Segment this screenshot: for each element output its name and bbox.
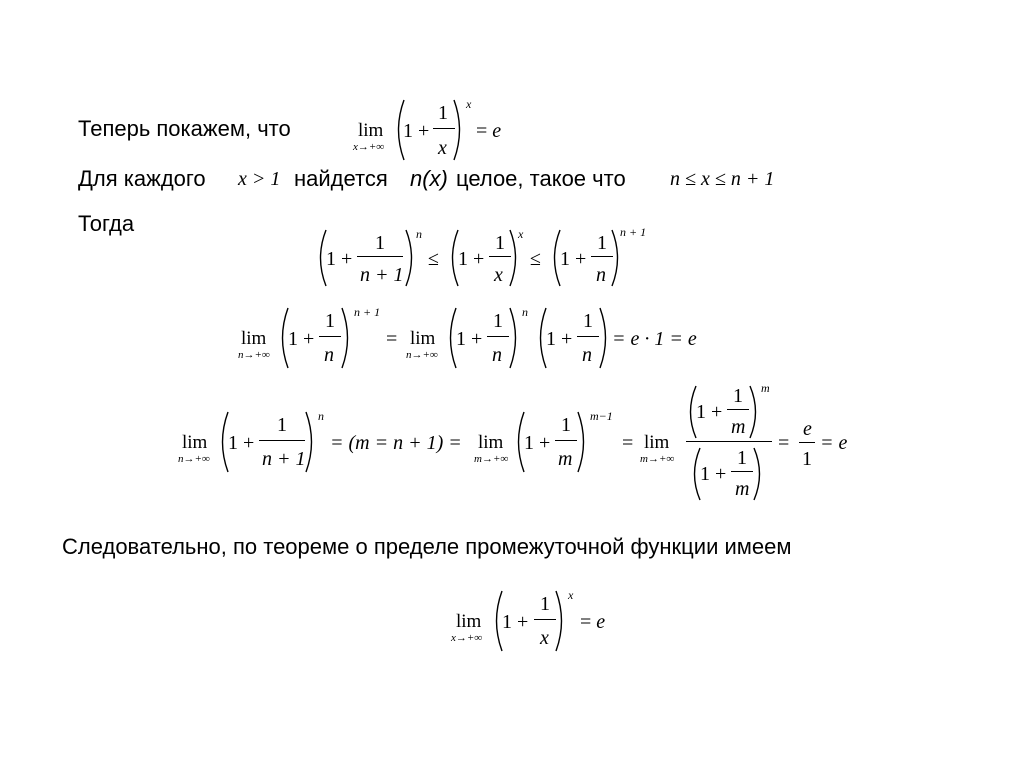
one-plus: 1 + <box>288 328 315 350</box>
exponent: x <box>518 227 524 241</box>
equals-e: = e <box>580 611 606 633</box>
right-paren <box>304 410 318 474</box>
frac-bar <box>727 409 749 410</box>
lim-label: lim <box>410 328 436 349</box>
frac-den: x <box>494 264 503 286</box>
frac-num: 1 <box>325 310 335 332</box>
frac-bar <box>799 442 815 443</box>
exponent: n <box>318 409 324 423</box>
one-plus: 1 + <box>696 401 723 423</box>
exponent: n + 1 <box>354 305 381 319</box>
frac-num: 1 <box>438 102 448 124</box>
frac-den: n <box>596 264 606 286</box>
leq-sign: ≤ <box>530 248 541 270</box>
frac-den: m <box>558 448 573 470</box>
lim-subscript: x→+∞ <box>353 141 385 153</box>
frac-num: 1 <box>597 232 607 254</box>
lim-label: lim <box>182 432 208 453</box>
equals-sign: = <box>622 432 634 454</box>
one-plus: 1 + <box>546 328 573 350</box>
exponent: x <box>466 97 472 111</box>
lim-label: lim <box>456 611 482 632</box>
frac-den: n + 1 <box>262 448 306 470</box>
lim-subscript: x→+∞ <box>451 632 483 644</box>
frac-bar <box>555 440 577 441</box>
lim-label: lim <box>358 120 384 141</box>
equals-sign: = <box>778 432 790 454</box>
right-paren <box>598 306 612 370</box>
frac-den: n <box>582 344 592 366</box>
right-paren <box>752 446 766 502</box>
frac-num: 1 <box>561 414 571 436</box>
frac-num: 1 <box>583 310 593 332</box>
right-paren <box>748 384 762 440</box>
lim-subscript: m→+∞ <box>474 453 509 465</box>
exponent: n <box>416 227 422 241</box>
exponent: n + 1 <box>620 225 647 239</box>
one-plus: 1 + <box>524 432 551 454</box>
right-paren <box>554 589 568 653</box>
e-over-1-den: 1 <box>802 448 812 470</box>
one-plus: 1 + <box>403 120 430 142</box>
frac-bar <box>534 619 556 620</box>
intro-text: Теперь покажем, что <box>78 116 291 141</box>
frac-bar <box>259 440 305 441</box>
exponent: x <box>568 588 574 602</box>
leq-sign: ≤ <box>428 248 439 270</box>
lim-subscript: m→+∞ <box>640 453 675 465</box>
found-text: найдется <box>294 166 388 191</box>
one-plus: 1 + <box>326 248 353 270</box>
lim-subscript: n→+∞ <box>178 453 210 465</box>
exponent: n <box>522 305 528 319</box>
lim-subscript: n→+∞ <box>406 349 438 361</box>
x-gt-1: x > 1 <box>238 168 281 190</box>
frac-den: n <box>492 344 502 366</box>
one-plus: 1 + <box>458 248 485 270</box>
lim-subscript: n→+∞ <box>238 349 270 361</box>
frac-bar <box>487 336 509 337</box>
frac-num: 1 <box>737 447 747 469</box>
frac-bar <box>577 336 599 337</box>
equals-sign: = <box>386 328 398 350</box>
exponent: m <box>761 381 770 395</box>
frac-num: 1 <box>495 232 505 254</box>
n-of-x: n(x) <box>410 166 448 191</box>
frac-num: 1 <box>277 414 287 436</box>
right-paren <box>452 98 466 162</box>
frac-bar <box>357 256 403 257</box>
substitution: = (m = n + 1) = <box>330 432 462 454</box>
equals-e: = e <box>476 120 502 142</box>
right-paren <box>576 410 590 474</box>
lim-label: lim <box>644 432 670 453</box>
frac-num: 1 <box>540 593 550 615</box>
frac-bar <box>731 471 753 472</box>
one-plus: 1 + <box>560 248 587 270</box>
frac-den: n + 1 <box>360 264 404 286</box>
main-frac-bar <box>686 441 772 442</box>
conclusion-text: Следовательно, по теореме о пределе промежуточной функции имеем <box>62 534 792 559</box>
equals-e: = e <box>820 432 848 454</box>
frac-den: x <box>540 627 549 649</box>
frac-den: m <box>731 416 746 438</box>
integer-text: целое, такое что <box>456 166 626 191</box>
frac-bar <box>319 336 341 337</box>
e-over-1-num: e <box>803 418 812 440</box>
frac-num: 1 <box>733 385 743 407</box>
right-paren <box>340 306 354 370</box>
right-paren <box>508 306 522 370</box>
lim-label: lim <box>478 432 504 453</box>
frac-den: n <box>324 344 334 366</box>
inequality-n-x: n ≤ x ≤ n + 1 <box>670 168 775 190</box>
one-plus: 1 + <box>502 611 529 633</box>
frac-den: m <box>735 478 750 500</box>
then-text: Тогда <box>78 211 135 236</box>
lim-label: lim <box>241 328 267 349</box>
frac-num: 1 <box>493 310 503 332</box>
frac-den: x <box>438 137 447 159</box>
frac-num: 1 <box>375 232 385 254</box>
result-e-dot-1: = e · 1 = e <box>612 328 697 350</box>
exponent: m−1 <box>590 409 613 423</box>
for-each-text: Для каждого <box>78 166 206 191</box>
one-plus: 1 + <box>456 328 483 350</box>
one-plus: 1 + <box>700 463 727 485</box>
one-plus: 1 + <box>228 432 255 454</box>
